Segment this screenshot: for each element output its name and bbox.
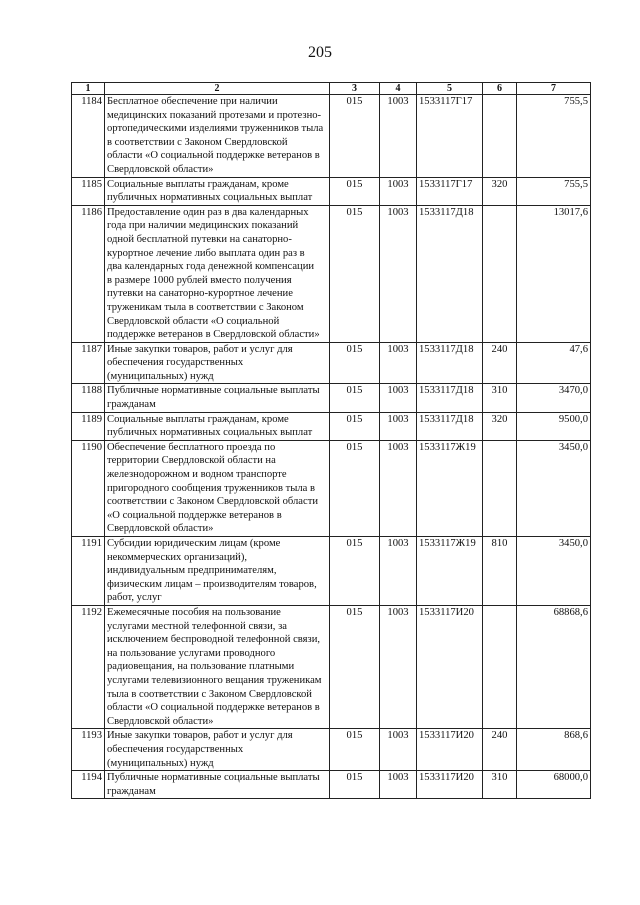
target-code-cell: 1533117Д18: [417, 342, 483, 384]
description-line: публичных нормативных социальных выплат: [107, 192, 313, 204]
target-code-cell: 1533117Ж19: [417, 440, 483, 536]
description-line: Субсидии юридическим лицам (кроме: [107, 538, 281, 549]
description-line: области «О социальной поддержке ветеранов в: [107, 702, 320, 714]
section-code-cell: 1003: [380, 729, 417, 771]
expense-type-cell: 240: [483, 342, 517, 384]
amount-cell: 755,5: [517, 177, 591, 205]
budget-table: [71, 82, 591, 799]
description-cell: [105, 95, 330, 178]
table-body: [72, 95, 591, 799]
row-number-cell: 1186: [72, 205, 105, 342]
ministry-code-cell: 015: [330, 412, 380, 440]
ministry-code-cell: 015: [330, 729, 380, 771]
ministry-code-cell: 015: [330, 205, 380, 342]
table-row: [72, 771, 591, 799]
table-row: [72, 177, 591, 205]
description-line: физическим лицам – производителям товаров,: [107, 578, 317, 590]
table-row: [72, 605, 591, 728]
amount-cell: 3470,0: [517, 384, 591, 412]
table-row: [72, 537, 591, 606]
description-line: исключением беспроводной телефонной связи,: [107, 634, 321, 646]
description-cell: [105, 205, 330, 342]
target-code-cell: 1533117Г17: [417, 177, 483, 205]
section-code-cell: 1003: [380, 605, 417, 728]
expense-type-cell: [483, 95, 517, 178]
description-cell: [105, 729, 330, 771]
section-code-cell: 1003: [380, 537, 417, 606]
description-line: области «О социальной поддержке ветеранов в: [107, 150, 320, 162]
expense-type-cell: 310: [483, 384, 517, 412]
ministry-code-cell: 015: [330, 440, 380, 536]
description-line: «О социальной поддержке ветеранов в: [107, 509, 282, 521]
target-code-cell: 1533117Д18: [417, 412, 483, 440]
ministry-code-cell: 015: [330, 342, 380, 384]
amount-cell: 13017,6: [517, 205, 591, 342]
row-number-cell: 1188: [72, 384, 105, 412]
table-row: [72, 729, 591, 771]
description-cell: [105, 177, 330, 205]
description-line: Иные закупки товаров, работ и услуг для: [107, 730, 293, 742]
amount-cell: 3450,0: [517, 440, 591, 536]
page-number: 205: [308, 44, 332, 61]
description-line: в размере 1000 рублей вместо получения: [107, 274, 292, 286]
description-cell: [105, 537, 330, 606]
ministry-code-cell: 015: [330, 384, 380, 412]
description-line: медицинских показаний протезами и протезно-: [107, 109, 322, 121]
table-row: [72, 384, 591, 412]
column-header: 5: [417, 83, 483, 95]
description-line: Свердловской области»: [107, 523, 214, 535]
section-code-cell: 1003: [380, 95, 417, 178]
description-cell: [105, 440, 330, 536]
table-row: [72, 412, 591, 440]
description-line: тыла в соответствии с Законом Свердловской: [107, 688, 312, 700]
ministry-code-cell: 015: [330, 95, 380, 178]
expense-type-cell: 240: [483, 729, 517, 771]
column-header: 3: [330, 83, 380, 95]
section-code-cell: 1003: [380, 412, 417, 440]
description-line: Социальные выплаты гражданам, кроме: [107, 178, 289, 190]
description-line: Свердловской области»: [107, 163, 214, 175]
target-code-cell: 1533117Д18: [417, 205, 483, 342]
description-line: (муниципальных) нужд: [107, 370, 214, 382]
description-line: соответствии с Законом Свердловской области: [107, 496, 319, 508]
amount-cell: 9500,0: [517, 412, 591, 440]
description-line: Свердловской области «О социальной: [107, 315, 280, 327]
description-line: некоммерческих организаций),: [107, 551, 248, 563]
description-line: железнодорожном и водном транспорте: [107, 469, 287, 481]
description-line: обеспечения государственных: [107, 743, 244, 755]
description-line: Обеспечение бесплатного проезда по: [107, 441, 276, 453]
table-row: [72, 205, 591, 342]
section-code-cell: 1003: [380, 771, 417, 799]
description-cell: [105, 412, 330, 440]
description-line: Иные закупки товаров, работ и услуг для: [107, 343, 293, 355]
description-line: обеспечения государственных: [107, 357, 244, 369]
description-line: в соответствии с Законом Свердловской: [107, 136, 288, 148]
row-number-cell: 1187: [72, 342, 105, 384]
target-code-cell: 1533117И20: [417, 605, 483, 728]
description-line: услугами телевизионного вещания труженикам: [107, 674, 322, 686]
column-header: 1: [72, 83, 105, 95]
expense-type-cell: 320: [483, 177, 517, 205]
row-number-cell: 1193: [72, 729, 105, 771]
description-line: индивидуальным предпринимателям,: [107, 565, 277, 577]
ministry-code-cell: 015: [330, 537, 380, 606]
description-line: Публичные нормативные социальные выплаты: [107, 772, 320, 784]
row-number-cell: 1190: [72, 440, 105, 536]
expense-type-cell: 310: [483, 771, 517, 799]
row-number-cell: 1191: [72, 537, 105, 606]
row-number-cell: 1185: [72, 177, 105, 205]
description-line: (муниципальных) нужд: [107, 757, 214, 769]
section-code-cell: 1003: [380, 384, 417, 412]
description-line: на пользование услугами проводного: [107, 647, 276, 659]
description-line: Публичные нормативные социальные выплаты: [107, 385, 320, 397]
expense-type-cell: 320: [483, 412, 517, 440]
description-line: одной бесплатной путевки на санаторно-: [107, 233, 292, 245]
description-line: Предоставление один раз в два календарных: [107, 206, 309, 218]
column-header: 4: [380, 83, 417, 95]
description-line: Социальные выплаты гражданам, кроме: [107, 413, 289, 425]
description-line: ортопедическими изделиями труженников тыла: [107, 123, 324, 135]
description-cell: [105, 342, 330, 384]
description-cell: [105, 605, 330, 728]
description-line: гражданам: [107, 785, 156, 797]
description-line: гражданам: [107, 399, 156, 411]
amount-cell: 755,5: [517, 95, 591, 178]
description-line: Ежемесячные пособия на пользование: [107, 606, 281, 618]
section-code-cell: 1003: [380, 342, 417, 384]
description-line: курортное лечение либо выплата один раз в: [107, 247, 305, 259]
expense-type-cell: [483, 605, 517, 728]
table-row: [72, 95, 591, 178]
expense-type-cell: [483, 440, 517, 536]
amount-cell: 68868,6: [517, 605, 591, 728]
description-line: года при наличии медицинских показаний: [107, 220, 299, 232]
target-code-cell: 1533117Д18: [417, 384, 483, 412]
target-code-cell: 1533117Ж19: [417, 537, 483, 606]
description-line: территории Свердловской области на: [107, 455, 276, 467]
description-cell: [105, 771, 330, 799]
amount-cell: 68000,0: [517, 771, 591, 799]
amount-cell: 868,6: [517, 729, 591, 771]
target-code-cell: 1533117И20: [417, 771, 483, 799]
description-line: труженикам тыла в соответствии с Законом: [107, 301, 304, 313]
ministry-code-cell: 015: [330, 771, 380, 799]
amount-cell: 47,6: [517, 342, 591, 384]
table-header-row: [72, 83, 591, 95]
table-row: [72, 440, 591, 536]
description-line: пригородного сообщения труженников тыла в: [107, 482, 315, 494]
section-code-cell: 1003: [380, 205, 417, 342]
row-number-cell: 1192: [72, 605, 105, 728]
ministry-code-cell: 015: [330, 177, 380, 205]
section-code-cell: 1003: [380, 440, 417, 536]
description-cell: [105, 384, 330, 412]
description-line: путевки на санаторно-курортное лечение: [107, 288, 293, 300]
column-header: 7: [517, 83, 591, 95]
table-row: [72, 342, 591, 384]
row-number-cell: 1189: [72, 412, 105, 440]
target-code-cell: 1533117И20: [417, 729, 483, 771]
ministry-code-cell: 015: [330, 605, 380, 728]
description-line: Бесплатное обеспечение при наличии: [107, 96, 278, 107]
column-header: 2: [105, 83, 330, 95]
expense-type-cell: [483, 205, 517, 342]
description-line: услугами местной телефонной связи, за: [107, 620, 287, 632]
description-line: поддержке ветеранов в Свердловской области»: [107, 329, 320, 341]
section-code-cell: 1003: [380, 177, 417, 205]
target-code-cell: 1533117Г17: [417, 95, 483, 178]
description-line: Свердловской области»: [107, 715, 214, 727]
row-number-cell: 1184: [72, 95, 105, 178]
description-line: работ, услуг: [107, 592, 162, 604]
amount-cell: 3450,0: [517, 537, 591, 606]
expense-type-cell: 810: [483, 537, 517, 606]
description-line: два календарных года денежной компенсации: [107, 261, 315, 273]
row-number-cell: 1194: [72, 771, 105, 799]
description-line: радиовещания, на пользование платными: [107, 661, 295, 673]
description-line: публичных нормативных социальных выплат: [107, 427, 313, 439]
column-header: 6: [483, 83, 517, 95]
